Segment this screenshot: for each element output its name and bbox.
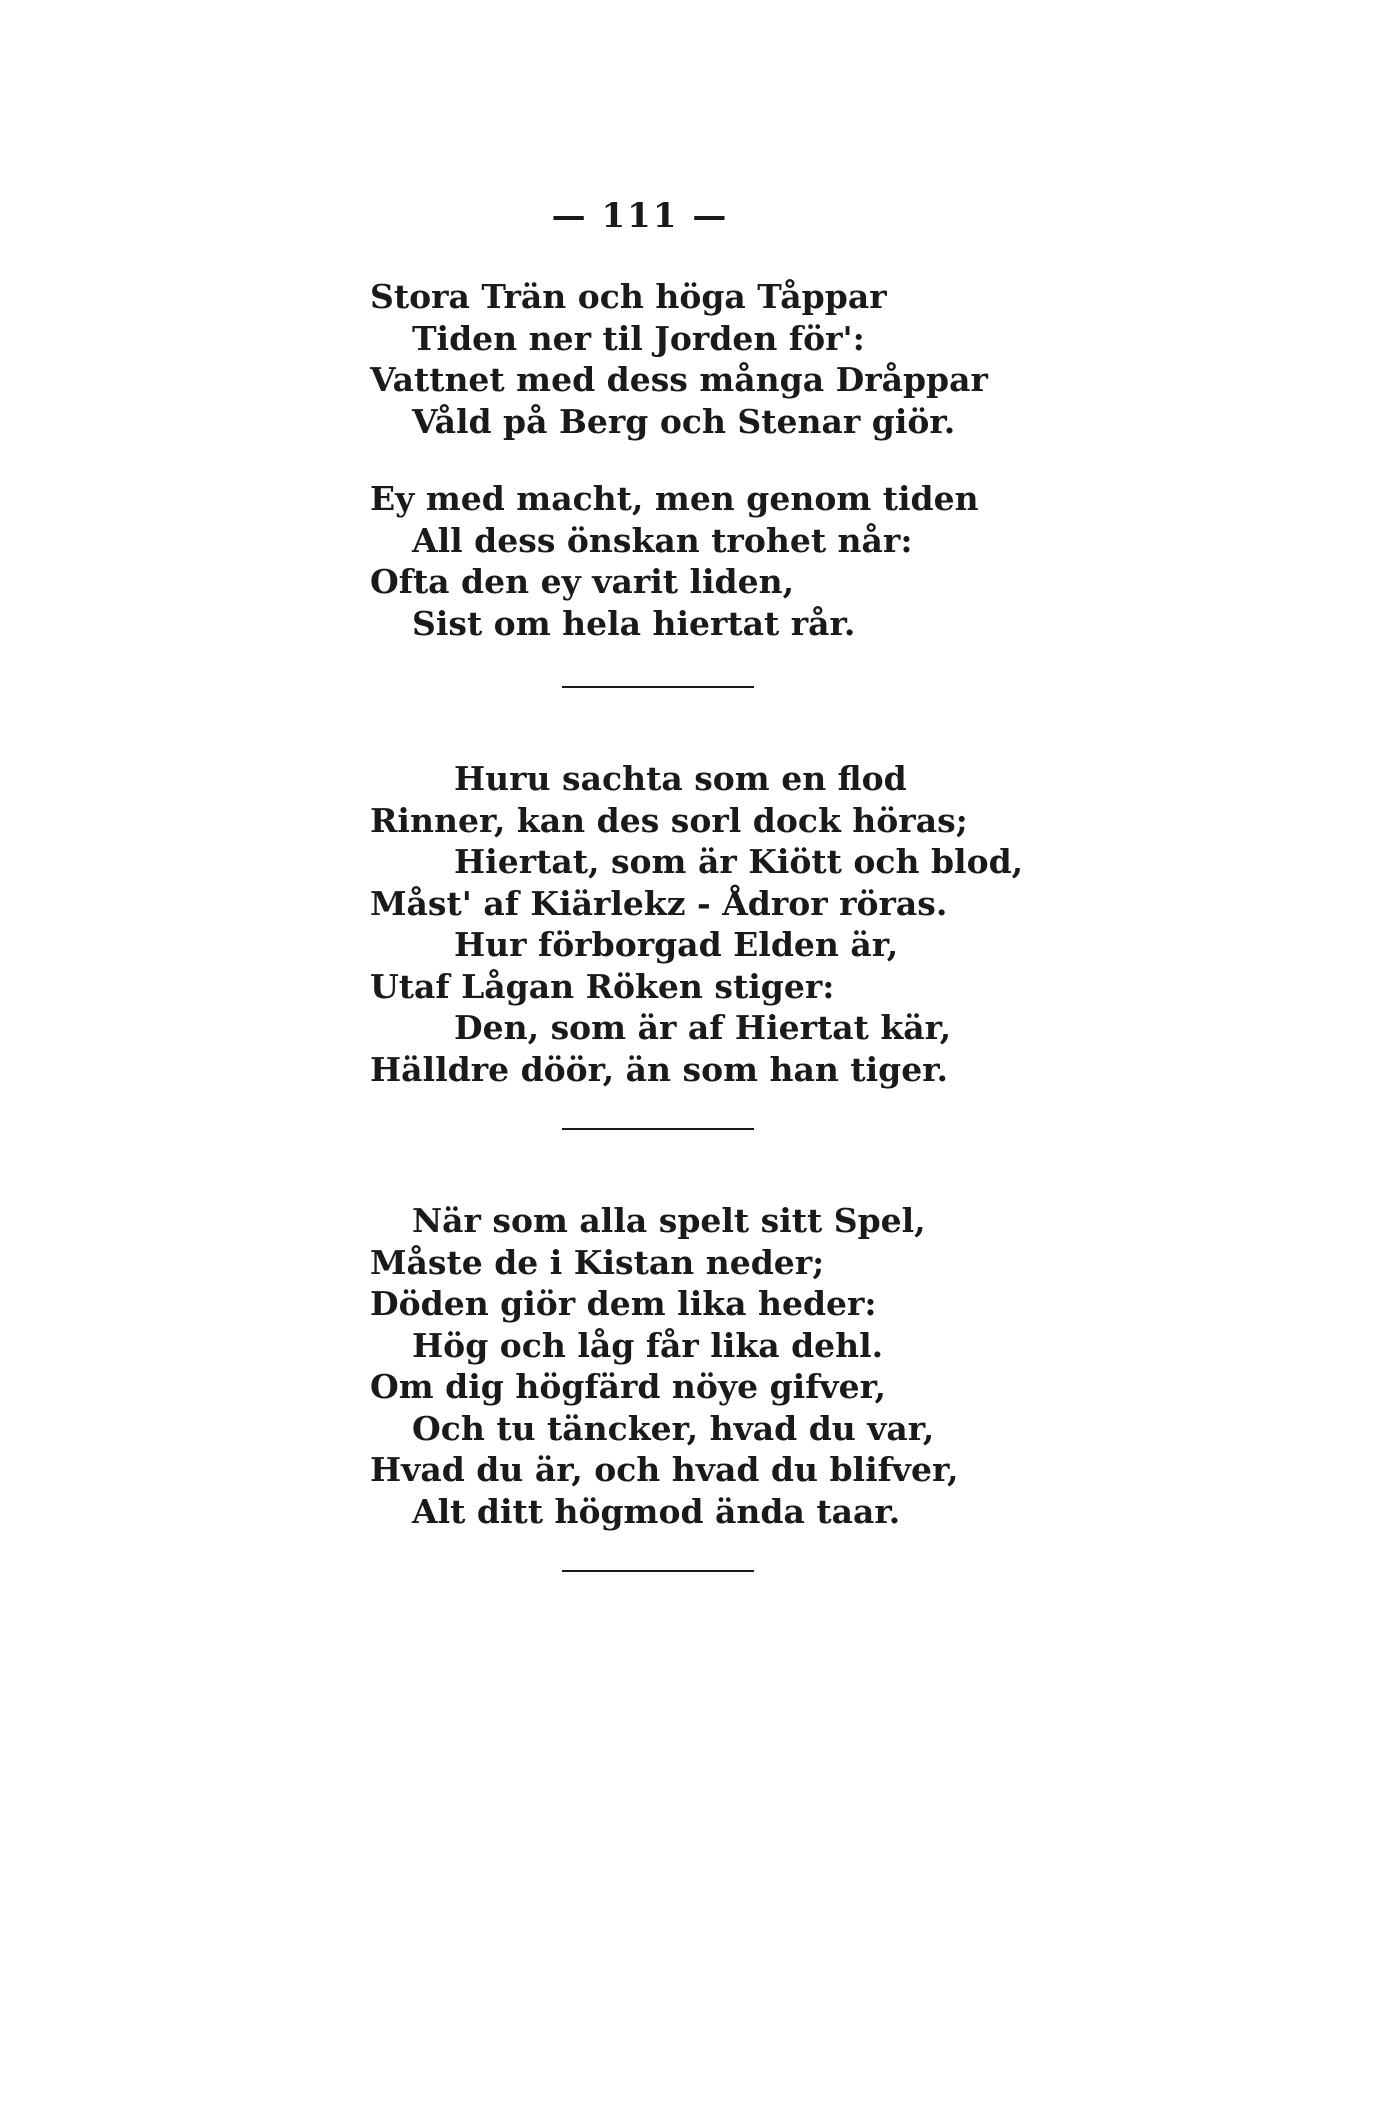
verse-line: Stora Trän och höga Tåppar [370, 277, 887, 316]
verse-line: Hur förborgad Elden är, [454, 925, 899, 964]
verse-line: Våld på Berg och Stenar giör. [412, 401, 956, 441]
stanza [370, 478, 1010, 644]
verse-line: Den, som är af Hiertat kär, [454, 1008, 952, 1047]
stanza [370, 758, 1024, 1090]
section-divider [562, 1570, 754, 1572]
verse-line: Hälldre döör, än som han tiger. [370, 1049, 949, 1089]
verse-line: Utaf Lågan Röken stiger: [370, 966, 835, 1006]
section-divider [562, 686, 754, 688]
verse-line: Tiden ner til Jorden för': [412, 318, 865, 358]
section-divider [562, 1128, 754, 1130]
verse-line: All dess önskan trohet når: [412, 520, 913, 560]
stanza [370, 276, 1010, 442]
verse-line: Om dig högfärd nöye gifver, [370, 1367, 887, 1406]
verse-line: Ey med macht, men genom tiden [370, 479, 979, 518]
stanza [370, 1200, 1010, 1532]
verse-line: Alt ditt högmod ända taar. [412, 1491, 901, 1531]
verse-line: Måste de i Kistan neder; [370, 1242, 825, 1282]
verse-line: Ofta den ey varit liden, [370, 562, 795, 601]
verse-line: Döden giör dem lika heder: [370, 1284, 877, 1323]
verse-line: Sist om hela hiertat rår. [412, 603, 856, 643]
verse-line: Hög och låg får lika dehl. [412, 1325, 884, 1365]
verse-line: Och tu täncker, hvad du var, [412, 1408, 935, 1448]
verse-line: När som alla spelt sitt Spel, [412, 1201, 926, 1240]
verse-line: Rinner, kan des sorl dock höras; [370, 800, 968, 840]
verse-line: Vattnet med dess många Dråppar [370, 360, 988, 399]
verse-line: Huru sachta som en flod [454, 759, 907, 798]
verse-line: Hiertat, som är Kiött och blod, [454, 842, 1024, 881]
verse-line: Måst' af Kiärlekz - Ådror röras. [370, 883, 948, 923]
verse-line: Hvad du är, och hvad du blifver, [370, 1450, 959, 1489]
page-number: — 111 — [551, 196, 729, 236]
